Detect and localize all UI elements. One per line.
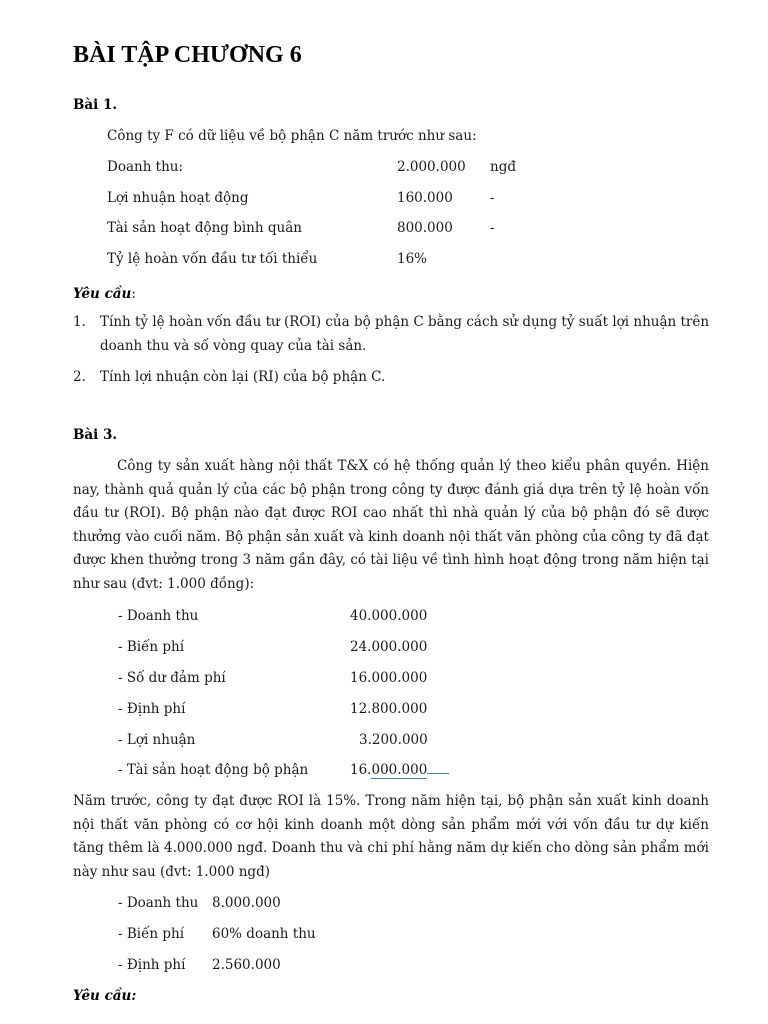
data-row-label: Tỷ lệ hoàn vốn đầu tư tối thiểu bbox=[107, 251, 318, 267]
list-item-label: - Doanh thu bbox=[118, 895, 199, 911]
requirement-colon: : bbox=[131, 286, 136, 302]
underline-extension bbox=[427, 772, 449, 774]
data-row-value: 16% bbox=[397, 251, 428, 267]
list-item-value: 12.800.000 bbox=[350, 701, 428, 717]
task-number: 2. bbox=[73, 369, 86, 385]
list-item-label: - Biến phí bbox=[118, 926, 185, 942]
list-item-value: 40.000.000 bbox=[350, 608, 428, 624]
exercise-3-requirement: Yêu cầu: bbox=[73, 988, 137, 1004]
data-row-label: Tài sản hoạt động bình quân bbox=[107, 220, 302, 236]
exercise-3-paragraph-2: Năm trước, công ty đạt được ROI là 15%. Trong năm hiện tại, bộ phận sản xuất kinh doanh nội thất văn phòng có cơ hội kinh doanh một dòng sản phẩm mới với vốn đầu tư dự kiến tăng thêm là 4.000.000 ngđ. Doanh thu và chi phí hằng năm dự kiến cho dòng sản phẩm mới này như sau (đvt: 1.000 ngđ) bbox=[73, 793, 709, 880]
list-item-value: 24.000.000 bbox=[350, 639, 428, 655]
list-item-value: 16.000.000 bbox=[350, 670, 428, 686]
list-item-value: 3.200.000 bbox=[359, 732, 428, 748]
value-part-underlined: 000.000 bbox=[371, 762, 428, 778]
requirement-label: Yêu cầu bbox=[73, 286, 132, 302]
data-row-label: Doanh thu: bbox=[107, 159, 184, 175]
task-text-continued: doanh thu và số vòng quay của tài sản. bbox=[100, 338, 367, 354]
list-item-value bbox=[350, 762, 449, 778]
list-item-label: - Biến phí bbox=[118, 639, 185, 655]
exercise-1-heading: Bài 1. bbox=[73, 97, 118, 113]
data-row-label: Lợi nhuận hoạt động bbox=[107, 190, 249, 206]
data-row-value: 160.000 bbox=[397, 190, 453, 206]
list-item-value: 60% doanh thu bbox=[212, 926, 316, 942]
value-part: 16. bbox=[350, 762, 372, 778]
data-row-value: 800.000 bbox=[397, 220, 453, 236]
paragraph-text: Công ty sản xuất hàng nội thất T&X có hệ thống quản lý theo kiểu phân quyền. Hiện nay, thành quả quản lý của các bộ phận trong công ty được đánh giá dựa trên tỷ lệ hoàn vốn đầu tư (ROI). Bộ phận nào đạt được ROI cao nhất thì nhà quản lý của bộ phận đó sẽ được thưởng vào cuối năm. Bộ phận sản xuất và kinh doanh nội thất văn phòng của công ty đã đạt được khen thưởng trong 3 năm gần đây, có tài liệu về tình hình hoạt động trong năm hiện tại như sau (đvt: 1.000 đồng): bbox=[73, 458, 709, 592]
exercise-1-requirement bbox=[73, 283, 136, 302]
task-number: 1. bbox=[73, 314, 86, 330]
data-row-value: 2.000.000 bbox=[397, 159, 466, 175]
list-item-value: 8.000.000 bbox=[212, 895, 281, 911]
page-title: BÀI TẬP CHƯƠNG 6 bbox=[73, 42, 302, 68]
list-item-label: - Tài sản hoạt động bộ phận bbox=[118, 762, 309, 778]
list-item-label: - Định phí bbox=[118, 957, 186, 973]
list-item-label: - Doanh thu bbox=[118, 608, 199, 624]
list-item-value: 2.560.000 bbox=[212, 957, 281, 973]
list-item-label: - Định phí bbox=[118, 701, 186, 717]
exercise-3-heading: Bài 3. bbox=[73, 427, 118, 443]
data-row-unit: - bbox=[490, 190, 495, 206]
data-row-unit: - bbox=[490, 220, 495, 236]
list-item-label: - Số dư đảm phí bbox=[118, 670, 226, 686]
data-row-unit: ngđ bbox=[490, 159, 516, 175]
list-item-label: - Lợi nhuận bbox=[118, 732, 196, 748]
exercise-3-paragraph-1 bbox=[73, 455, 709, 597]
task-text: Tính lợi nhuận còn lại (RI) của bộ phận C. bbox=[100, 369, 386, 385]
task-text: Tính tỷ lệ hoàn vốn đầu tư (ROI) của bộ phận C bằng cách sử dụng tỷ suất lợi nhuận trên bbox=[100, 314, 710, 330]
exercise-1-intro: Công ty F có dữ liệu về bộ phận C năm trước như sau: bbox=[107, 128, 477, 144]
